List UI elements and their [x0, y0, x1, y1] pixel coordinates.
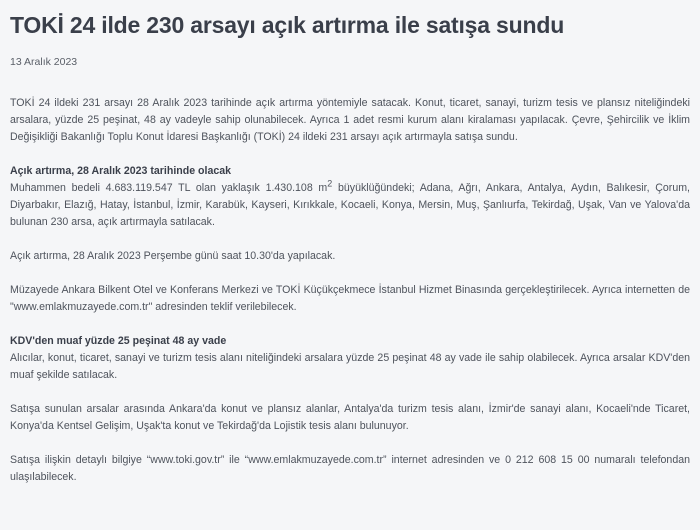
superscript: 2 [327, 178, 333, 189]
paragraph-auction-venue: Müzayede Ankara Bilkent Otel ve Konferans Merkezi ve TOKİ Küçükçekmece İstanbul Hizmet Binasında gerçekleştirilecek. Ayrıca internetten de "www.emlakmuzayede.com.tr" adresinden teklif verilebilecek. [10, 284, 690, 313]
paragraph-intro: TOKİ 24 ildeki 231 arsayı 28 Aralık 2023 tarihinde açık artırma yöntemiyle satacak. Konut, ticaret, sanayi, turizm tesis ve plansız niteliğindeki arsalara, yüzde 25 peşinat, 48 ay vadeyle sahip olunabilecek. Ayrıca 1 adet resmi kurum alanı kiralaması yapılacak. Çevre, Şehircilik ve İklim Değişikliği Bakanlığı Toplu Konut İdaresi Başkanlığı (TOKİ) 24 ildeki 231 arsayı açık artırmayla satışa sundu. [10, 97, 690, 143]
paragraph-land-types: Satışa sunulan arsalar arasında Ankara'da konut ve plansız alanlar, Antalya'da turizm tesis alanı, İzmir'de sanayi alanı, Kocaeli'nde Ticaret, Konya'da Kentsel Gelişim, Uşak'ta konut ve Tekirdağ'da Lojistik tesis alanı bulunuyor. [10, 403, 690, 432]
paragraph-text: Alıcılar, konut, ticaret, sanayi ve turizm tesis alanı niteliğindeki arsalara yüzde 25 peşinat 48 ay vade ile sahip olabilecek. Ayrıca arsalar KDV'den muaf şekilde satılacak. [10, 352, 690, 381]
section-vat-exempt [10, 333, 690, 384]
section-auction-date [10, 163, 690, 231]
paragraph-auction-time: Açık artırma, 28 Aralık 2023 Perşembe günü saat 10.30'da yapılacak. [10, 250, 336, 262]
article-date: 13 Aralık 2023 [10, 56, 78, 68]
paragraph-contact-info: Satışa ilişkin detaylı bilgiye “www.toki.gov.tr” ile “www.emlakmuzayede.com.tr” internet adresinden ve 0 212 608 15 00 numaralı telefondan ulaşılabilecek. [10, 454, 690, 483]
article-title: TOKİ 24 ilde 230 arsayı açık artırma ile satışa sundu [10, 12, 565, 38]
article-body [10, 95, 690, 486]
section-heading: KDV'den muaf yüzde 25 peşinat 48 ay vade [10, 335, 227, 347]
paragraph-text: Muhammen bedeli 4.683.119.547 TL olan yaklaşık 1.430.108 m [10, 182, 328, 194]
section-heading: Açık artırma, 28 Aralık 2023 tarihinde olacak [10, 165, 232, 177]
paragraph-text: büyüklüğündeki; Adana, Ağrı, Ankara, Antalya, Aydın, Balıkesir, Çorum, Diyarbakır, Elazığ, Hatay, İstanbul, İzmir, Karabük, Kayseri, Kırıkkale, Kocaeli, Konya, Mersin, Muş, Şanlıurfa, Tekirdağ, Uşak, Van ve Yalova'da bulunan 230 arsa, açık artırmayla satılacak. [10, 182, 690, 228]
